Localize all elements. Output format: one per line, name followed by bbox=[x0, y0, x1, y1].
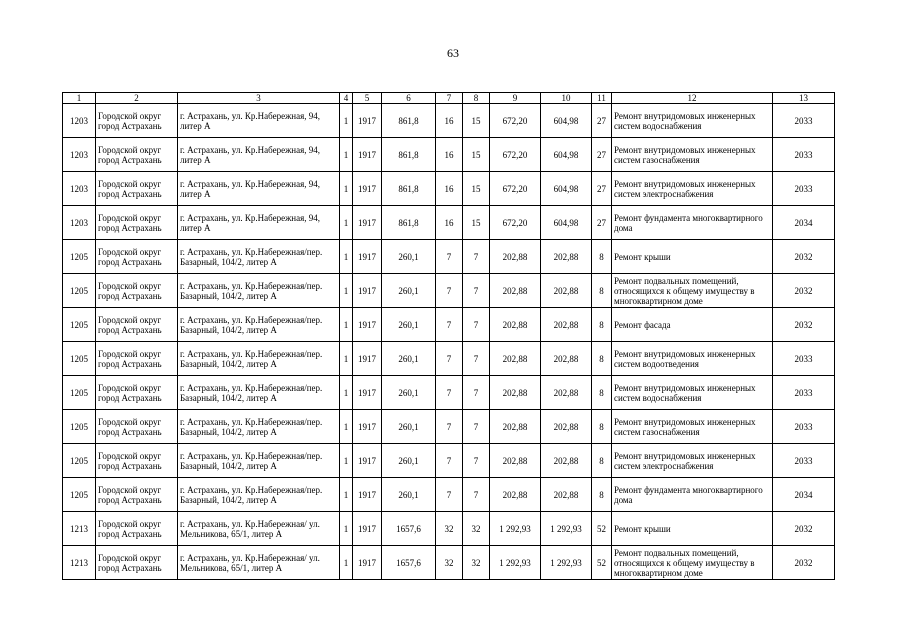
repair-year-cell: 2032 bbox=[773, 240, 835, 274]
col4-cell: 1 bbox=[340, 546, 353, 580]
address-cell: г. Астрахань, ул. Кр.Набережная, 94, литер А bbox=[178, 138, 340, 172]
col11-cell: 8 bbox=[592, 308, 612, 342]
municipality-cell: Городской округ город Астрахань bbox=[96, 512, 178, 546]
total-area-cell: 861,8 bbox=[382, 206, 436, 240]
house-number-cell: 1205 bbox=[63, 444, 96, 478]
col9-cell: 202,88 bbox=[490, 410, 541, 444]
house-number-cell: 1205 bbox=[63, 478, 96, 512]
col8-cell: 15 bbox=[463, 104, 490, 138]
col8-cell: 7 bbox=[463, 342, 490, 376]
municipality-cell: Городской округ город Астрахань bbox=[96, 444, 178, 478]
work-type-cell: Ремонт крыши bbox=[612, 512, 773, 546]
column-header: 6 bbox=[382, 93, 436, 104]
col10-cell: 1 292,93 bbox=[541, 546, 592, 580]
column-header: 12 bbox=[612, 93, 773, 104]
municipality-cell: Городской округ город Астрахань bbox=[96, 240, 178, 274]
build-year-cell: 1917 bbox=[353, 342, 382, 376]
address-cell: г. Астрахань, ул. Кр.Набережная/ ул. Мельникова, 65/1, литер А bbox=[178, 512, 340, 546]
col10-cell: 202,88 bbox=[541, 308, 592, 342]
col11-cell: 27 bbox=[592, 104, 612, 138]
address-cell: г. Астрахань, ул. Кр.Набережная/пер. Базарный, 104/2, литер А bbox=[178, 308, 340, 342]
col9-cell: 202,88 bbox=[490, 342, 541, 376]
repair-year-cell: 2033 bbox=[773, 342, 835, 376]
total-area-cell: 861,8 bbox=[382, 172, 436, 206]
col7-cell: 16 bbox=[436, 104, 463, 138]
address-cell: г. Астрахань, ул. Кр.Набережная/пер. Базарный, 104/2, литер А bbox=[178, 274, 340, 308]
municipality-cell: Городской округ город Астрахань bbox=[96, 104, 178, 138]
column-header: 2 bbox=[96, 93, 178, 104]
table-row bbox=[63, 342, 835, 376]
total-area-cell: 1657,6 bbox=[382, 512, 436, 546]
col10-cell: 604,98 bbox=[541, 104, 592, 138]
municipality-cell: Городской округ город Астрахань bbox=[96, 410, 178, 444]
column-header: 11 bbox=[592, 93, 612, 104]
column-header: 9 bbox=[490, 93, 541, 104]
total-area-cell: 260,1 bbox=[382, 342, 436, 376]
col9-cell: 202,88 bbox=[490, 308, 541, 342]
header-row bbox=[63, 93, 835, 104]
municipality-cell: Городской округ город Астрахань bbox=[96, 546, 178, 580]
build-year-cell: 1917 bbox=[353, 206, 382, 240]
column-header: 8 bbox=[463, 93, 490, 104]
col9-cell: 1 292,93 bbox=[490, 512, 541, 546]
table-row bbox=[63, 478, 835, 512]
col11-cell: 27 bbox=[592, 206, 612, 240]
col4-cell: 1 bbox=[340, 172, 353, 206]
column-header: 1 bbox=[63, 93, 96, 104]
repair-year-cell: 2033 bbox=[773, 410, 835, 444]
municipality-cell: Городской округ город Астрахань bbox=[96, 206, 178, 240]
house-number-cell: 1205 bbox=[63, 410, 96, 444]
total-area-cell: 260,1 bbox=[382, 410, 436, 444]
col8-cell: 7 bbox=[463, 308, 490, 342]
col10-cell: 1 292,93 bbox=[541, 512, 592, 546]
col10-cell: 202,88 bbox=[541, 274, 592, 308]
repair-year-cell: 2033 bbox=[773, 376, 835, 410]
total-area-cell: 260,1 bbox=[382, 240, 436, 274]
build-year-cell: 1917 bbox=[353, 376, 382, 410]
table-row bbox=[63, 308, 835, 342]
col7-cell: 7 bbox=[436, 308, 463, 342]
col11-cell: 52 bbox=[592, 512, 612, 546]
col4-cell: 1 bbox=[340, 308, 353, 342]
col4-cell: 1 bbox=[340, 444, 353, 478]
col4-cell: 1 bbox=[340, 512, 353, 546]
build-year-cell: 1917 bbox=[353, 240, 382, 274]
table-row bbox=[63, 512, 835, 546]
table-row bbox=[63, 206, 835, 240]
house-number-cell: 1205 bbox=[63, 308, 96, 342]
col7-cell: 7 bbox=[436, 342, 463, 376]
total-area-cell: 260,1 bbox=[382, 478, 436, 512]
work-type-cell: Ремонт внутридомовых инженерных систем газоснабжения bbox=[612, 410, 773, 444]
address-cell: г. Астрахань, ул. Кр.Набережная/ ул. Мельникова, 65/1, литер А bbox=[178, 546, 340, 580]
col7-cell: 7 bbox=[436, 274, 463, 308]
col8-cell: 32 bbox=[463, 512, 490, 546]
table-row bbox=[63, 240, 835, 274]
address-cell: г. Астрахань, ул. Кр.Набережная, 94, литер А bbox=[178, 104, 340, 138]
house-number-cell: 1203 bbox=[63, 206, 96, 240]
col4-cell: 1 bbox=[340, 104, 353, 138]
column-header: 13 bbox=[773, 93, 835, 104]
address-cell: г. Астрахань, ул. Кр.Набережная/пер. Базарный, 104/2, литер А bbox=[178, 376, 340, 410]
house-number-cell: 1213 bbox=[63, 512, 96, 546]
house-number-cell: 1213 bbox=[63, 546, 96, 580]
house-number-cell: 1203 bbox=[63, 104, 96, 138]
build-year-cell: 1917 bbox=[353, 274, 382, 308]
col9-cell: 202,88 bbox=[490, 478, 541, 512]
col8-cell: 7 bbox=[463, 478, 490, 512]
address-cell: г. Астрахань, ул. Кр.Набережная/пер. Базарный, 104/2, литер А bbox=[178, 240, 340, 274]
col11-cell: 8 bbox=[592, 410, 612, 444]
col4-cell: 1 bbox=[340, 240, 353, 274]
table-row bbox=[63, 104, 835, 138]
table-row bbox=[63, 410, 835, 444]
col11-cell: 27 bbox=[592, 138, 612, 172]
col7-cell: 16 bbox=[436, 138, 463, 172]
col10-cell: 202,88 bbox=[541, 410, 592, 444]
address-cell: г. Астрахань, ул. Кр.Набережная, 94, литер А bbox=[178, 172, 340, 206]
col10-cell: 202,88 bbox=[541, 342, 592, 376]
col4-cell: 1 bbox=[340, 138, 353, 172]
work-type-cell: Ремонт крыши bbox=[612, 240, 773, 274]
col7-cell: 7 bbox=[436, 410, 463, 444]
work-type-cell: Ремонт внутридомовых инженерных систем водоснабжения bbox=[612, 104, 773, 138]
table-row bbox=[63, 444, 835, 478]
col9-cell: 672,20 bbox=[490, 138, 541, 172]
total-area-cell: 260,1 bbox=[382, 444, 436, 478]
house-number-cell: 1203 bbox=[63, 172, 96, 206]
col9-cell: 202,88 bbox=[490, 444, 541, 478]
build-year-cell: 1917 bbox=[353, 512, 382, 546]
col4-cell: 1 bbox=[340, 206, 353, 240]
col10-cell: 604,98 bbox=[541, 138, 592, 172]
total-area-cell: 1657,6 bbox=[382, 546, 436, 580]
repair-year-cell: 2032 bbox=[773, 308, 835, 342]
total-area-cell: 861,8 bbox=[382, 104, 436, 138]
work-type-cell: Ремонт внутридомовых инженерных систем электроснабжения bbox=[612, 444, 773, 478]
work-type-cell: Ремонт подвальных помещений, относящихся к общему имуществу в многоквартирном доме bbox=[612, 274, 773, 308]
col8-cell: 7 bbox=[463, 444, 490, 478]
table-row bbox=[63, 138, 835, 172]
col9-cell: 672,20 bbox=[490, 172, 541, 206]
col11-cell: 27 bbox=[592, 172, 612, 206]
col8-cell: 7 bbox=[463, 240, 490, 274]
build-year-cell: 1917 bbox=[353, 172, 382, 206]
col8-cell: 32 bbox=[463, 546, 490, 580]
work-type-cell: Ремонт внутридомовых инженерных систем газоснабжения bbox=[612, 138, 773, 172]
work-type-cell: Ремонт внутридомовых инженерных систем водоснабжения bbox=[612, 376, 773, 410]
municipality-cell: Городской округ город Астрахань bbox=[96, 274, 178, 308]
column-header: 10 bbox=[541, 93, 592, 104]
work-type-cell: Ремонт подвальных помещений, относящихся к общему имуществу в многоквартирном доме bbox=[612, 546, 773, 580]
column-header: 7 bbox=[436, 93, 463, 104]
municipality-cell: Городской округ город Астрахань bbox=[96, 138, 178, 172]
column-header: 3 bbox=[178, 93, 340, 104]
col8-cell: 15 bbox=[463, 206, 490, 240]
col7-cell: 32 bbox=[436, 512, 463, 546]
build-year-cell: 1917 bbox=[353, 104, 382, 138]
col4-cell: 1 bbox=[340, 410, 353, 444]
col4-cell: 1 bbox=[340, 376, 353, 410]
work-type-cell: Ремонт фундамента многоквартирного дома bbox=[612, 478, 773, 512]
col11-cell: 8 bbox=[592, 342, 612, 376]
col11-cell: 8 bbox=[592, 376, 612, 410]
col7-cell: 7 bbox=[436, 376, 463, 410]
repair-year-cell: 2033 bbox=[773, 138, 835, 172]
col8-cell: 7 bbox=[463, 274, 490, 308]
build-year-cell: 1917 bbox=[353, 138, 382, 172]
repair-year-cell: 2032 bbox=[773, 274, 835, 308]
col11-cell: 8 bbox=[592, 274, 612, 308]
house-number-cell: 1203 bbox=[63, 138, 96, 172]
col9-cell: 672,20 bbox=[490, 104, 541, 138]
col11-cell: 8 bbox=[592, 240, 612, 274]
house-number-cell: 1205 bbox=[63, 240, 96, 274]
total-area-cell: 260,1 bbox=[382, 376, 436, 410]
col7-cell: 16 bbox=[436, 206, 463, 240]
build-year-cell: 1917 bbox=[353, 546, 382, 580]
total-area-cell: 861,8 bbox=[382, 138, 436, 172]
build-year-cell: 1917 bbox=[353, 444, 382, 478]
repair-year-cell: 2034 bbox=[773, 478, 835, 512]
house-number-cell: 1205 bbox=[63, 376, 96, 410]
col7-cell: 7 bbox=[436, 444, 463, 478]
capital-repair-table bbox=[62, 92, 835, 580]
col4-cell: 1 bbox=[340, 274, 353, 308]
col7-cell: 7 bbox=[436, 240, 463, 274]
column-header: 5 bbox=[353, 93, 382, 104]
repair-year-cell: 2033 bbox=[773, 444, 835, 478]
address-cell: г. Астрахань, ул. Кр.Набережная/пер. Базарный, 104/2, литер А bbox=[178, 410, 340, 444]
work-type-cell: Ремонт внутридомовых инженерных систем водоотведения bbox=[612, 342, 773, 376]
col9-cell: 202,88 bbox=[490, 240, 541, 274]
repair-year-cell: 2033 bbox=[773, 104, 835, 138]
col10-cell: 202,88 bbox=[541, 478, 592, 512]
col4-cell: 1 bbox=[340, 342, 353, 376]
municipality-cell: Городской округ город Астрахань bbox=[96, 342, 178, 376]
municipality-cell: Городской округ город Астрахань bbox=[96, 172, 178, 206]
table-row bbox=[63, 274, 835, 308]
col10-cell: 202,88 bbox=[541, 376, 592, 410]
repair-year-cell: 2032 bbox=[773, 512, 835, 546]
col7-cell: 16 bbox=[436, 172, 463, 206]
column-header: 4 bbox=[340, 93, 353, 104]
address-cell: г. Астрахань, ул. Кр.Набережная, 94, литер А bbox=[178, 206, 340, 240]
municipality-cell: Городской округ город Астрахань bbox=[96, 376, 178, 410]
table-row bbox=[63, 172, 835, 206]
col8-cell: 7 bbox=[463, 376, 490, 410]
address-cell: г. Астрахань, ул. Кр.Набережная/пер. Базарный, 104/2, литер А bbox=[178, 342, 340, 376]
col11-cell: 8 bbox=[592, 444, 612, 478]
address-cell: г. Астрахань, ул. Кр.Набережная/пер. Базарный, 104/2, литер А bbox=[178, 478, 340, 512]
build-year-cell: 1917 bbox=[353, 478, 382, 512]
table-row bbox=[63, 546, 835, 580]
col7-cell: 32 bbox=[436, 546, 463, 580]
house-number-cell: 1205 bbox=[63, 274, 96, 308]
work-type-cell: Ремонт фундамента многоквартирного дома bbox=[612, 206, 773, 240]
build-year-cell: 1917 bbox=[353, 410, 382, 444]
col9-cell: 672,20 bbox=[490, 206, 541, 240]
col7-cell: 7 bbox=[436, 478, 463, 512]
col9-cell: 202,88 bbox=[490, 274, 541, 308]
page-number: 63 bbox=[447, 46, 459, 60]
total-area-cell: 260,1 bbox=[382, 274, 436, 308]
municipality-cell: Городской округ город Астрахань bbox=[96, 308, 178, 342]
work-type-cell: Ремонт внутридомовых инженерных систем электроснабжения bbox=[612, 172, 773, 206]
col4-cell: 1 bbox=[340, 478, 353, 512]
house-number-cell: 1205 bbox=[63, 342, 96, 376]
col10-cell: 604,98 bbox=[541, 206, 592, 240]
work-type-cell: Ремонт фасада bbox=[612, 308, 773, 342]
table-row bbox=[63, 376, 835, 410]
col8-cell: 15 bbox=[463, 172, 490, 206]
col8-cell: 15 bbox=[463, 138, 490, 172]
repair-year-cell: 2032 bbox=[773, 546, 835, 580]
col9-cell: 202,88 bbox=[490, 376, 541, 410]
col8-cell: 7 bbox=[463, 410, 490, 444]
build-year-cell: 1917 bbox=[353, 308, 382, 342]
col11-cell: 52 bbox=[592, 546, 612, 580]
col10-cell: 202,88 bbox=[541, 240, 592, 274]
col11-cell: 8 bbox=[592, 478, 612, 512]
col9-cell: 1 292,93 bbox=[490, 546, 541, 580]
municipality-cell: Городской округ город Астрахань bbox=[96, 478, 178, 512]
col10-cell: 604,98 bbox=[541, 172, 592, 206]
address-cell: г. Астрахань, ул. Кр.Набережная/пер. Базарный, 104/2, литер А bbox=[178, 444, 340, 478]
repair-year-cell: 2033 bbox=[773, 172, 835, 206]
col10-cell: 202,88 bbox=[541, 444, 592, 478]
repair-year-cell: 2034 bbox=[773, 206, 835, 240]
total-area-cell: 260,1 bbox=[382, 308, 436, 342]
